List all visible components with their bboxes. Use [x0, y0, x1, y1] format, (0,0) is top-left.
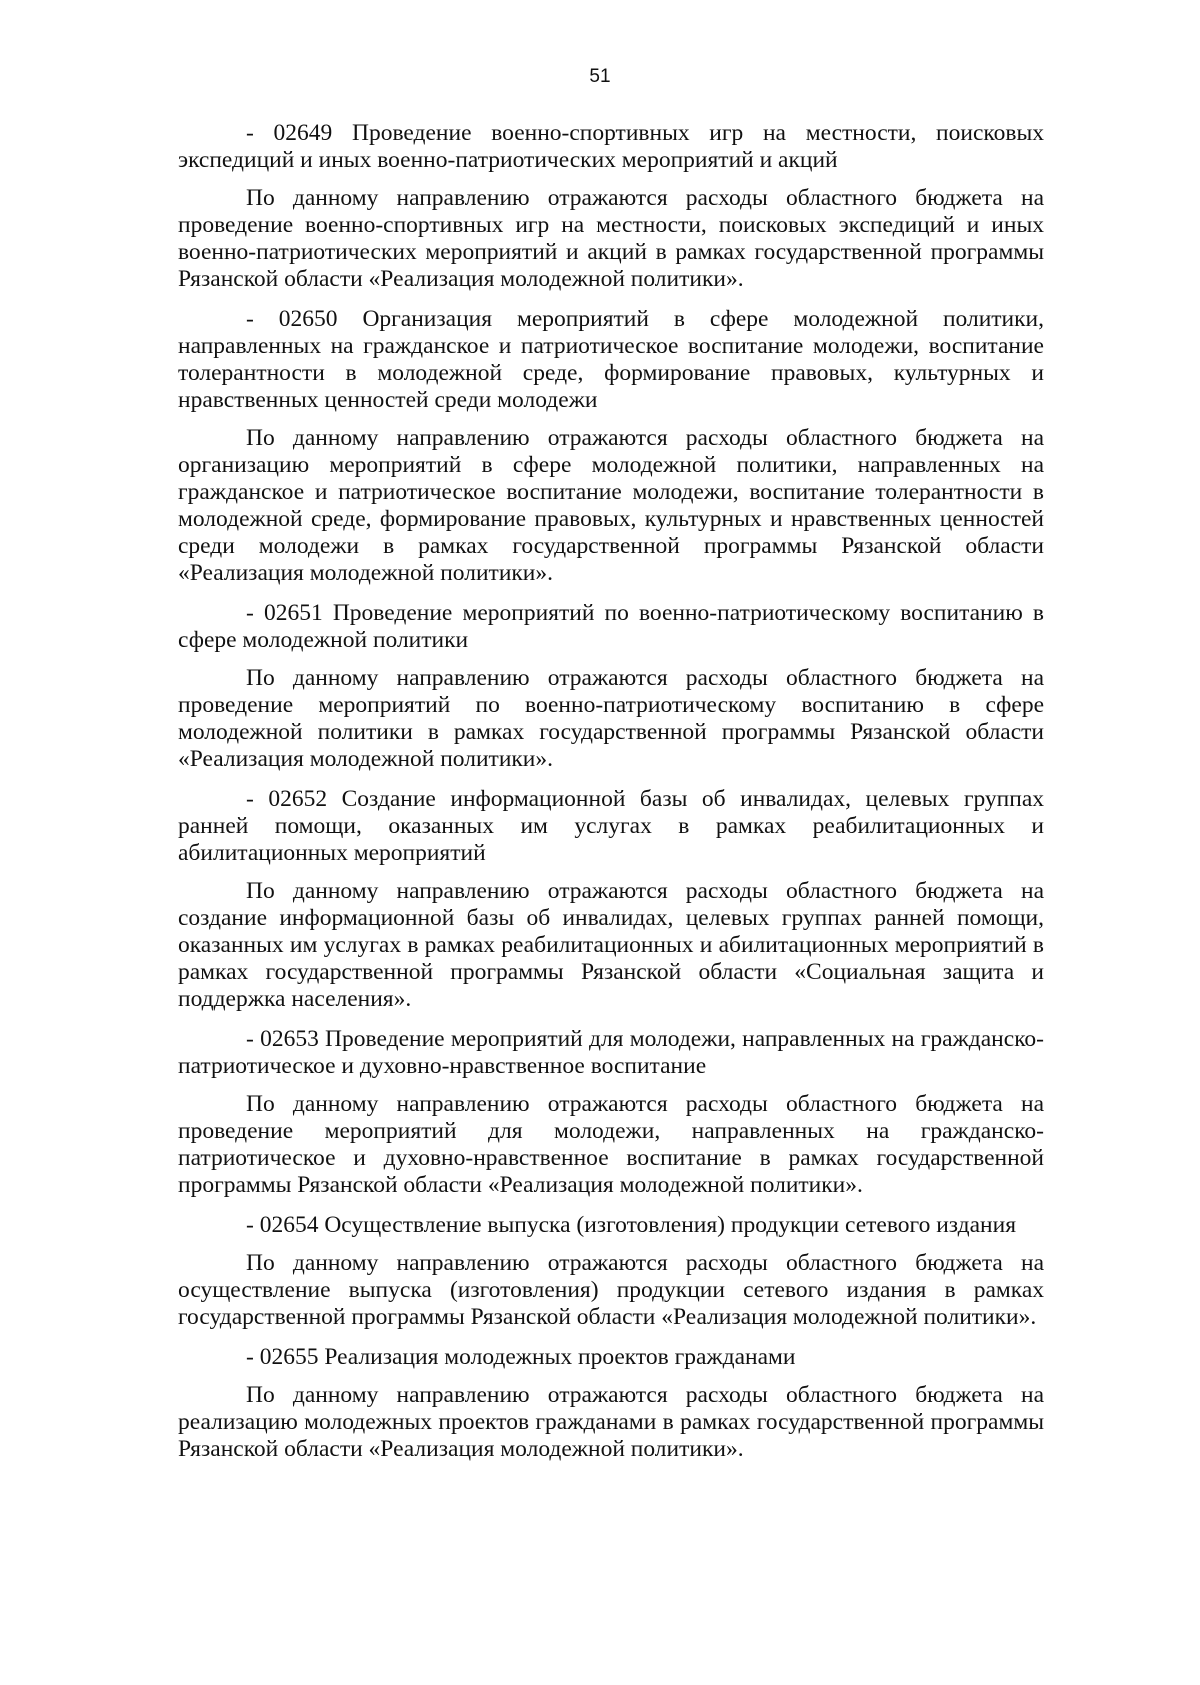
entry-02654 [178, 1212, 1044, 1331]
entry-description: По данному направлению отражаются расходы областного бюджета на создание информационной базы об инвалидах, целевых группах ранней помощи, оказанных им услугах в рамках реабилитационных и абилитационных мероприятий в рамках государственной программы Рязанской области «Социальная защита и поддержка населения». [178, 878, 1044, 1012]
page-number: 51 [589, 66, 611, 87]
entry-description: По данному направлению отражаются расходы областного бюджета на проведение мероприятий по военно-патриотическому воспитанию в сфере молодежной политики в рамках государственной программы Рязанской области «Реализация молодежной политики». [178, 665, 1044, 772]
entry-02650 [178, 306, 1044, 587]
entry-02655 [178, 1344, 1044, 1463]
entry-title: - 02649 Проведение военно-спортивных игр на местности, поисковых экспедиций и иных военно-патриотических мероприятий и акций [178, 120, 1044, 173]
entry-02651 [178, 600, 1044, 773]
entry-title: - 02651 Проведение мероприятий по военно-патриотическому воспитанию в сфере молодежной политики [178, 600, 1044, 653]
entry-02653 [178, 1026, 1044, 1199]
entry-title: - 02653 Проведение мероприятий для молодежи, направленных на гражданско-патриотическое и духовно-нравственное воспитание [178, 1026, 1044, 1079]
entry-02652 [178, 786, 1044, 1013]
entry-description: По данному направлению отражаются расходы областного бюджета на проведение военно-спортивных игр на местности, поисковых экспедиций и иных военно-патриотических мероприятий и акций в рамках государственной программы Рязанской области «Реализация молодежной политики». [178, 185, 1044, 292]
entry-description: По данному направлению отражаются расходы областного бюджета на организацию мероприятий в сфере молодежной политики, направленных на гражданское и патриотическое воспитание молодежи, воспитание толерантности в молодежной среде, формирование правовых, культурных и нравственных ценностей среди молодежи в рамках государственной программы Рязанской области «Реализация молодежной политики». [178, 425, 1044, 586]
entry-description: По данному направлению отражаются расходы областного бюджета на осуществление выпуска (изготовления) продукции сетевого издания в рамках государственной программы Рязанской области «Реализация молодежной политики». [178, 1250, 1044, 1330]
entry-title: - 02652 Создание информационной базы об инвалидах, целевых группах ранней помощи, оказанных им услугах в рамках реабилитационных и абилитационных мероприятий [178, 786, 1044, 866]
entry-description: По данному направлению отражаются расходы областного бюджета на проведение мероприятий для молодежи, направленных на гражданско-патриотическое и духовно-нравственное воспитание в рамках государственной программы Рязанской области «Реализация молодежной политики». [178, 1091, 1044, 1198]
entry-02649 [178, 120, 1044, 293]
entry-title: - 02655 Реализация молодежных проектов гражданами [246, 1344, 796, 1370]
entry-title: - 02650 Организация мероприятий в сфере молодежной политики, направленных на гражданское и патриотическое воспитание молодежи, воспитание толерантности в молодежной среде, формирование правовых, культурных и нравственных ценностей среди молодежи [178, 306, 1044, 413]
entry-title: - 02654 Осуществление выпуска (изготовления) продукции сетевого издания [246, 1212, 1017, 1238]
entry-description: По данному направлению отражаются расходы областного бюджета на реализацию молодежных проектов гражданами в рамках государственной программы Рязанской области «Реализация молодежной политики». [178, 1382, 1044, 1462]
document-body [178, 120, 1044, 1476]
